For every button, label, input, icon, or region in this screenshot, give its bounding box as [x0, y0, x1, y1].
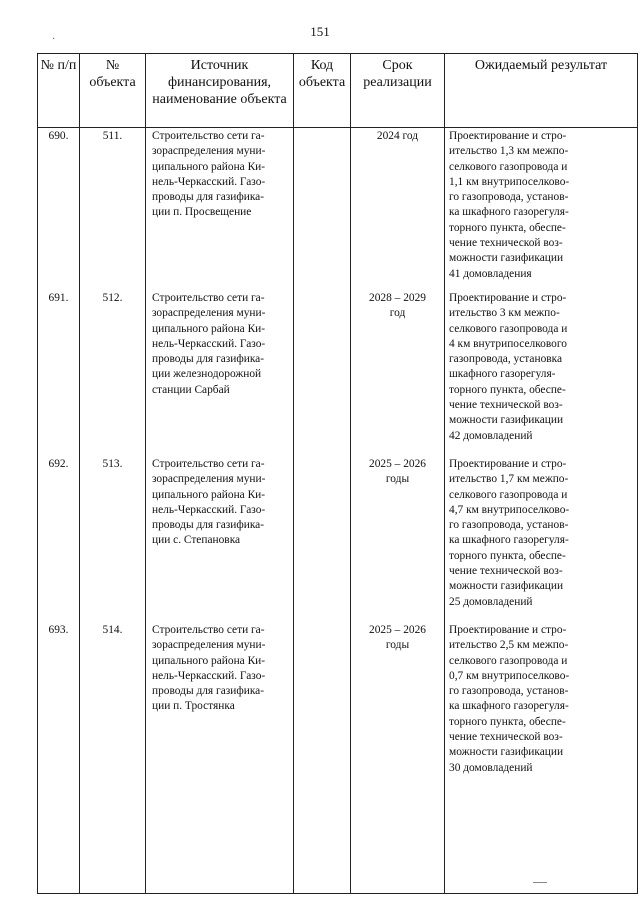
row-code	[294, 290, 351, 456]
cell-line: Строительство сети га-	[152, 624, 265, 636]
cell-line: годы	[385, 473, 410, 486]
cell-line: чение технической воз-	[449, 565, 563, 578]
cell-line: 25 домовладений	[449, 595, 533, 608]
row-num: 691.	[38, 290, 80, 456]
cell-line: ципального района Ки-	[152, 488, 266, 501]
cell-line: торного пункта, обеспе-	[449, 383, 566, 396]
row-term	[351, 128, 445, 291]
cell-line: 2028 – 2029	[369, 292, 426, 304]
cell-line: селкового газопровода и	[449, 160, 568, 173]
cell-line: Проектирование и стро-	[449, 458, 567, 470]
cell-line: торного пункта, обеспе-	[449, 549, 566, 562]
cell-line: газопровода, установка	[449, 353, 563, 366]
cell-line: чение технической воз-	[449, 237, 563, 250]
scan-mark: ·	[52, 34, 56, 45]
page-number: 151	[310, 24, 330, 39]
header-object-num: № объекта	[80, 54, 146, 128]
row-num: 692.	[38, 456, 80, 622]
cell-line: ции с. Степановка	[152, 534, 241, 547]
cell-line: ции железнодорожной	[152, 368, 262, 381]
row-result	[445, 128, 638, 291]
table-row	[38, 622, 638, 894]
cell-line: ципального района Ки-	[152, 654, 266, 667]
cell-line: можности газификации	[449, 746, 564, 759]
cell-line: проводы для газифика-	[152, 685, 265, 698]
header-num: № п/п	[38, 54, 80, 128]
table-header-row	[38, 54, 638, 128]
cell-line: селкового газопровода и	[449, 488, 568, 501]
cell-line: зораспределения муни-	[152, 307, 266, 320]
cell-line: ительство 1,3 км межпо-	[449, 145, 569, 158]
cell-line: нель-Черкасский. Газо-	[152, 669, 266, 682]
cell-line: ции п. Просвещение	[152, 206, 252, 219]
scan-dash	[533, 882, 547, 883]
row-code	[294, 128, 351, 291]
cell-line: торного пункта, обеспе-	[449, 221, 566, 234]
cell-line: проводы для газифика-	[152, 353, 265, 366]
cell-line: станции Сарбай	[152, 383, 230, 396]
row-result	[445, 622, 638, 894]
header-result: Ожидаемый результат	[445, 54, 638, 128]
cell-line: зораспределения муни-	[152, 639, 266, 652]
cell-line: ципального района Ки-	[152, 160, 266, 173]
cell-line: го газопровода, установ-	[449, 191, 569, 204]
cell-line: ительство 1,7 км межпо-	[449, 473, 569, 486]
row-object-num: 514.	[80, 622, 146, 894]
cell-line: ка шкафного газорегуля-	[449, 206, 569, 219]
financing-table	[37, 53, 638, 894]
cell-line: Проектирование и стро-	[449, 624, 567, 636]
cell-line: ципального района Ки-	[152, 322, 266, 335]
row-object-num: 513.	[80, 456, 146, 622]
cell-line: 0,7 км внутрипоселково-	[449, 669, 570, 682]
header-term: Срок реализации	[351, 54, 445, 128]
row-source	[146, 622, 294, 894]
header-code: Код объекта	[294, 54, 351, 128]
row-object-num: 512.	[80, 290, 146, 456]
table-row	[38, 456, 638, 622]
cell-line: ка шкафного газорегуля-	[449, 700, 569, 713]
cell-line: го газопровода, установ-	[449, 685, 569, 698]
row-code	[294, 622, 351, 894]
header-source: Источник финансирования, наименование объекта	[146, 54, 294, 128]
cell-line: можности газификации	[449, 414, 564, 427]
cell-line: 4 км внутрипоселкового	[449, 337, 567, 350]
table-row	[38, 128, 638, 291]
cell-line: ции п. Тростянка	[152, 700, 235, 713]
row-code	[294, 456, 351, 622]
table-row	[38, 290, 638, 456]
row-result	[445, 290, 638, 456]
row-result	[445, 456, 638, 622]
cell-line: нель-Черкасский. Газо-	[152, 175, 266, 188]
cell-line: 41 домовладения	[449, 267, 532, 280]
cell-line: нель-Черкасский. Газо-	[152, 503, 266, 516]
cell-line: селкового газопровода и	[449, 654, 568, 667]
cell-line: торного пункта, обеспе-	[449, 715, 566, 728]
cell-line: ительство 2,5 км межпо-	[449, 639, 569, 652]
cell-line: Проектирование и стро-	[449, 130, 567, 142]
cell-line: Строительство сети га-	[152, 292, 265, 304]
cell-line: 4,7 км внутрипоселково-	[449, 503, 570, 516]
cell-line: чение технической воз-	[449, 731, 563, 744]
row-source	[146, 128, 294, 291]
row-term	[351, 456, 445, 622]
cell-line: чение технической воз-	[449, 399, 563, 412]
row-source	[146, 290, 294, 456]
cell-line: Проектирование и стро-	[449, 292, 567, 304]
cell-line: нель-Черкасский. Газо-	[152, 337, 266, 350]
cell-line: зораспределения муни-	[152, 473, 266, 486]
cell-line: ительство 3 км межпо-	[449, 307, 560, 320]
cell-line: Строительство сети га-	[152, 458, 265, 470]
cell-line: зораспределения муни-	[152, 145, 266, 158]
cell-line: проводы для газифика-	[152, 519, 265, 532]
cell-line: Строительство сети га-	[152, 130, 265, 142]
cell-line: ка шкафного газорегуля-	[449, 534, 569, 547]
row-term	[351, 290, 445, 456]
cell-line: шкафного газорегуля-	[449, 368, 556, 381]
row-num: 690.	[38, 128, 80, 291]
cell-line: 42 домовладений	[449, 429, 533, 442]
cell-line: можности газификации	[449, 580, 564, 593]
cell-line: 2024 год	[376, 130, 419, 142]
cell-line: можности газификации	[449, 252, 564, 265]
cell-line: селкового газопровода и	[449, 322, 568, 335]
row-num: 693.	[38, 622, 80, 894]
cell-line: 30 домовладений	[449, 761, 533, 774]
cell-line: 2025 – 2026	[369, 458, 426, 470]
cell-line: проводы для газифика-	[152, 191, 265, 204]
row-source	[146, 456, 294, 622]
cell-line: го газопровода, установ-	[449, 519, 569, 532]
cell-line: годы	[385, 639, 410, 652]
cell-line: 1,1 км внутрипоселково-	[449, 175, 570, 188]
cell-line: 2025 – 2026	[369, 624, 426, 636]
row-object-num: 511.	[80, 128, 146, 291]
cell-line: год	[389, 307, 406, 320]
row-term	[351, 622, 445, 894]
